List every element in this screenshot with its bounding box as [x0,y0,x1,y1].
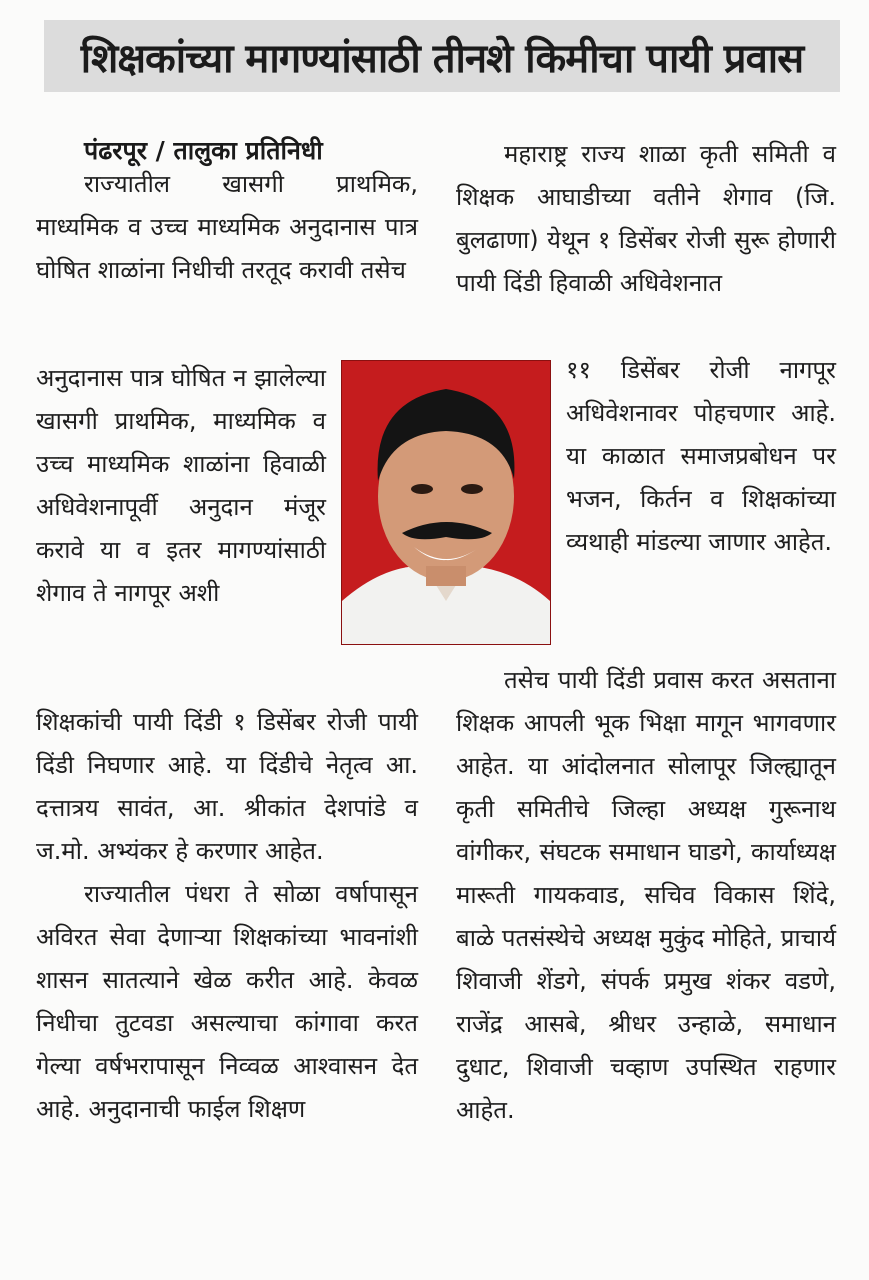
headline-banner [44,20,840,92]
dateline: पंढरपूर / तालुका प्रतिनिधी [84,136,323,165]
right-column-bottom [456,659,836,1132]
left-column-top [36,163,418,292]
right-paragraph-1-part-2: ११ डिसेंबर रोजी नागपूर अधिवेशनावर पोहचणार आहे. या काळात समाजप्रबोधन पर भजन, किर्तन व शिक्षकांच्या व्यथाही मांडल्या जाणार आहेत. [566,356,836,556]
right-paragraph-2: तसेच पायी दिंडी प्रवास करत असताना शिक्षक आपली भूक भिक्षा मागून भागवणार आहेत. या आंदोलनात सोलापूर जिल्ह्यातून कृती समितीचे जिल्हा अध्यक्ष गुरूनाथ वांगीकर, संघटक समाधान घाडगे, कार्याध्यक्ष मारूती गायकवाड, सचिव विकास शिंदे, बाळे पतसंस्थेचे अध्यक्ष मुकुंद मोहिते, प्राचार्य शिवाजी शेंडगे, संपर्क प्रमुख शंकर वडणे, राजेंद्र आसबे, श्रीधर उन्हाळे, समाधान दुधाट, शिवाजी चव्हाण उपस्थित राहणार आहेत. [456,666,836,1124]
right-column-top [456,133,836,305]
portrait-photo [341,360,551,645]
left-column-beside-photo [36,357,326,615]
headline: शिक्षकांच्या मागण्यांसाठी तीनशे किमीचा पायी प्रवास [80,35,804,82]
right-paragraph-1-part-1: महाराष्ट्र राज्य शाळा कृती समिती व शिक्षक आघाडीच्या वतीने शेगाव (जि. बुलढाणा) येथून १ डिसेंबर रोजी सुरू होणारी पायी दिंडी हिवाळी अधिवेशनात [456,140,836,297]
left-paragraph-1-part-3: शिक्षकांची पायी दिंडी १ डिसेंबर रोजी पायी दिंडी निघणार आहे. या दिंडीचे नेतृत्व आ. दत्तात्रय सावंत, आ. श्रीकांत देशपांडे व ज.मो. अभ्यंकर हे करणार आहेत. [36,708,418,865]
left-paragraph-2: राज्यातील पंधरा ते सोळा वर्षापासून अविरत सेवा देणाऱ्या शिक्षकांच्या भावनांशी शासन सातत्याने खेळ करीत आहे. केवळ निधीचा तुटवडा असल्याचा कांगावा करत गेल्या वर्षभरापासून निव्वळ आश्वासन देत आहे. अनुदानाची फाईल शिक्षण [36,880,418,1123]
right-column-beside-photo [566,349,836,564]
left-paragraph-1-part-2: अनुदानास पात्र घोषित न झालेल्या खासगी प्राथमिक, माध्यमिक व उच्च माध्यमिक शाळांना हिवाळी अधिवेशनापूर्वी अनुदान मंजूर करावे या व इतर मागण्यांसाठी शेगाव ते नागपूर अशी [36,364,326,607]
left-paragraph-1-part-1: राज्यातील खासगी प्राथमिक, माध्यमिक व उच्च माध्यमिक अनुदानास पात्र घोषित शाळांना निधीची तरतूद करावी तसेच [36,170,418,284]
left-column-bottom [36,701,418,1131]
portrait-photo-icon [342,361,550,644]
